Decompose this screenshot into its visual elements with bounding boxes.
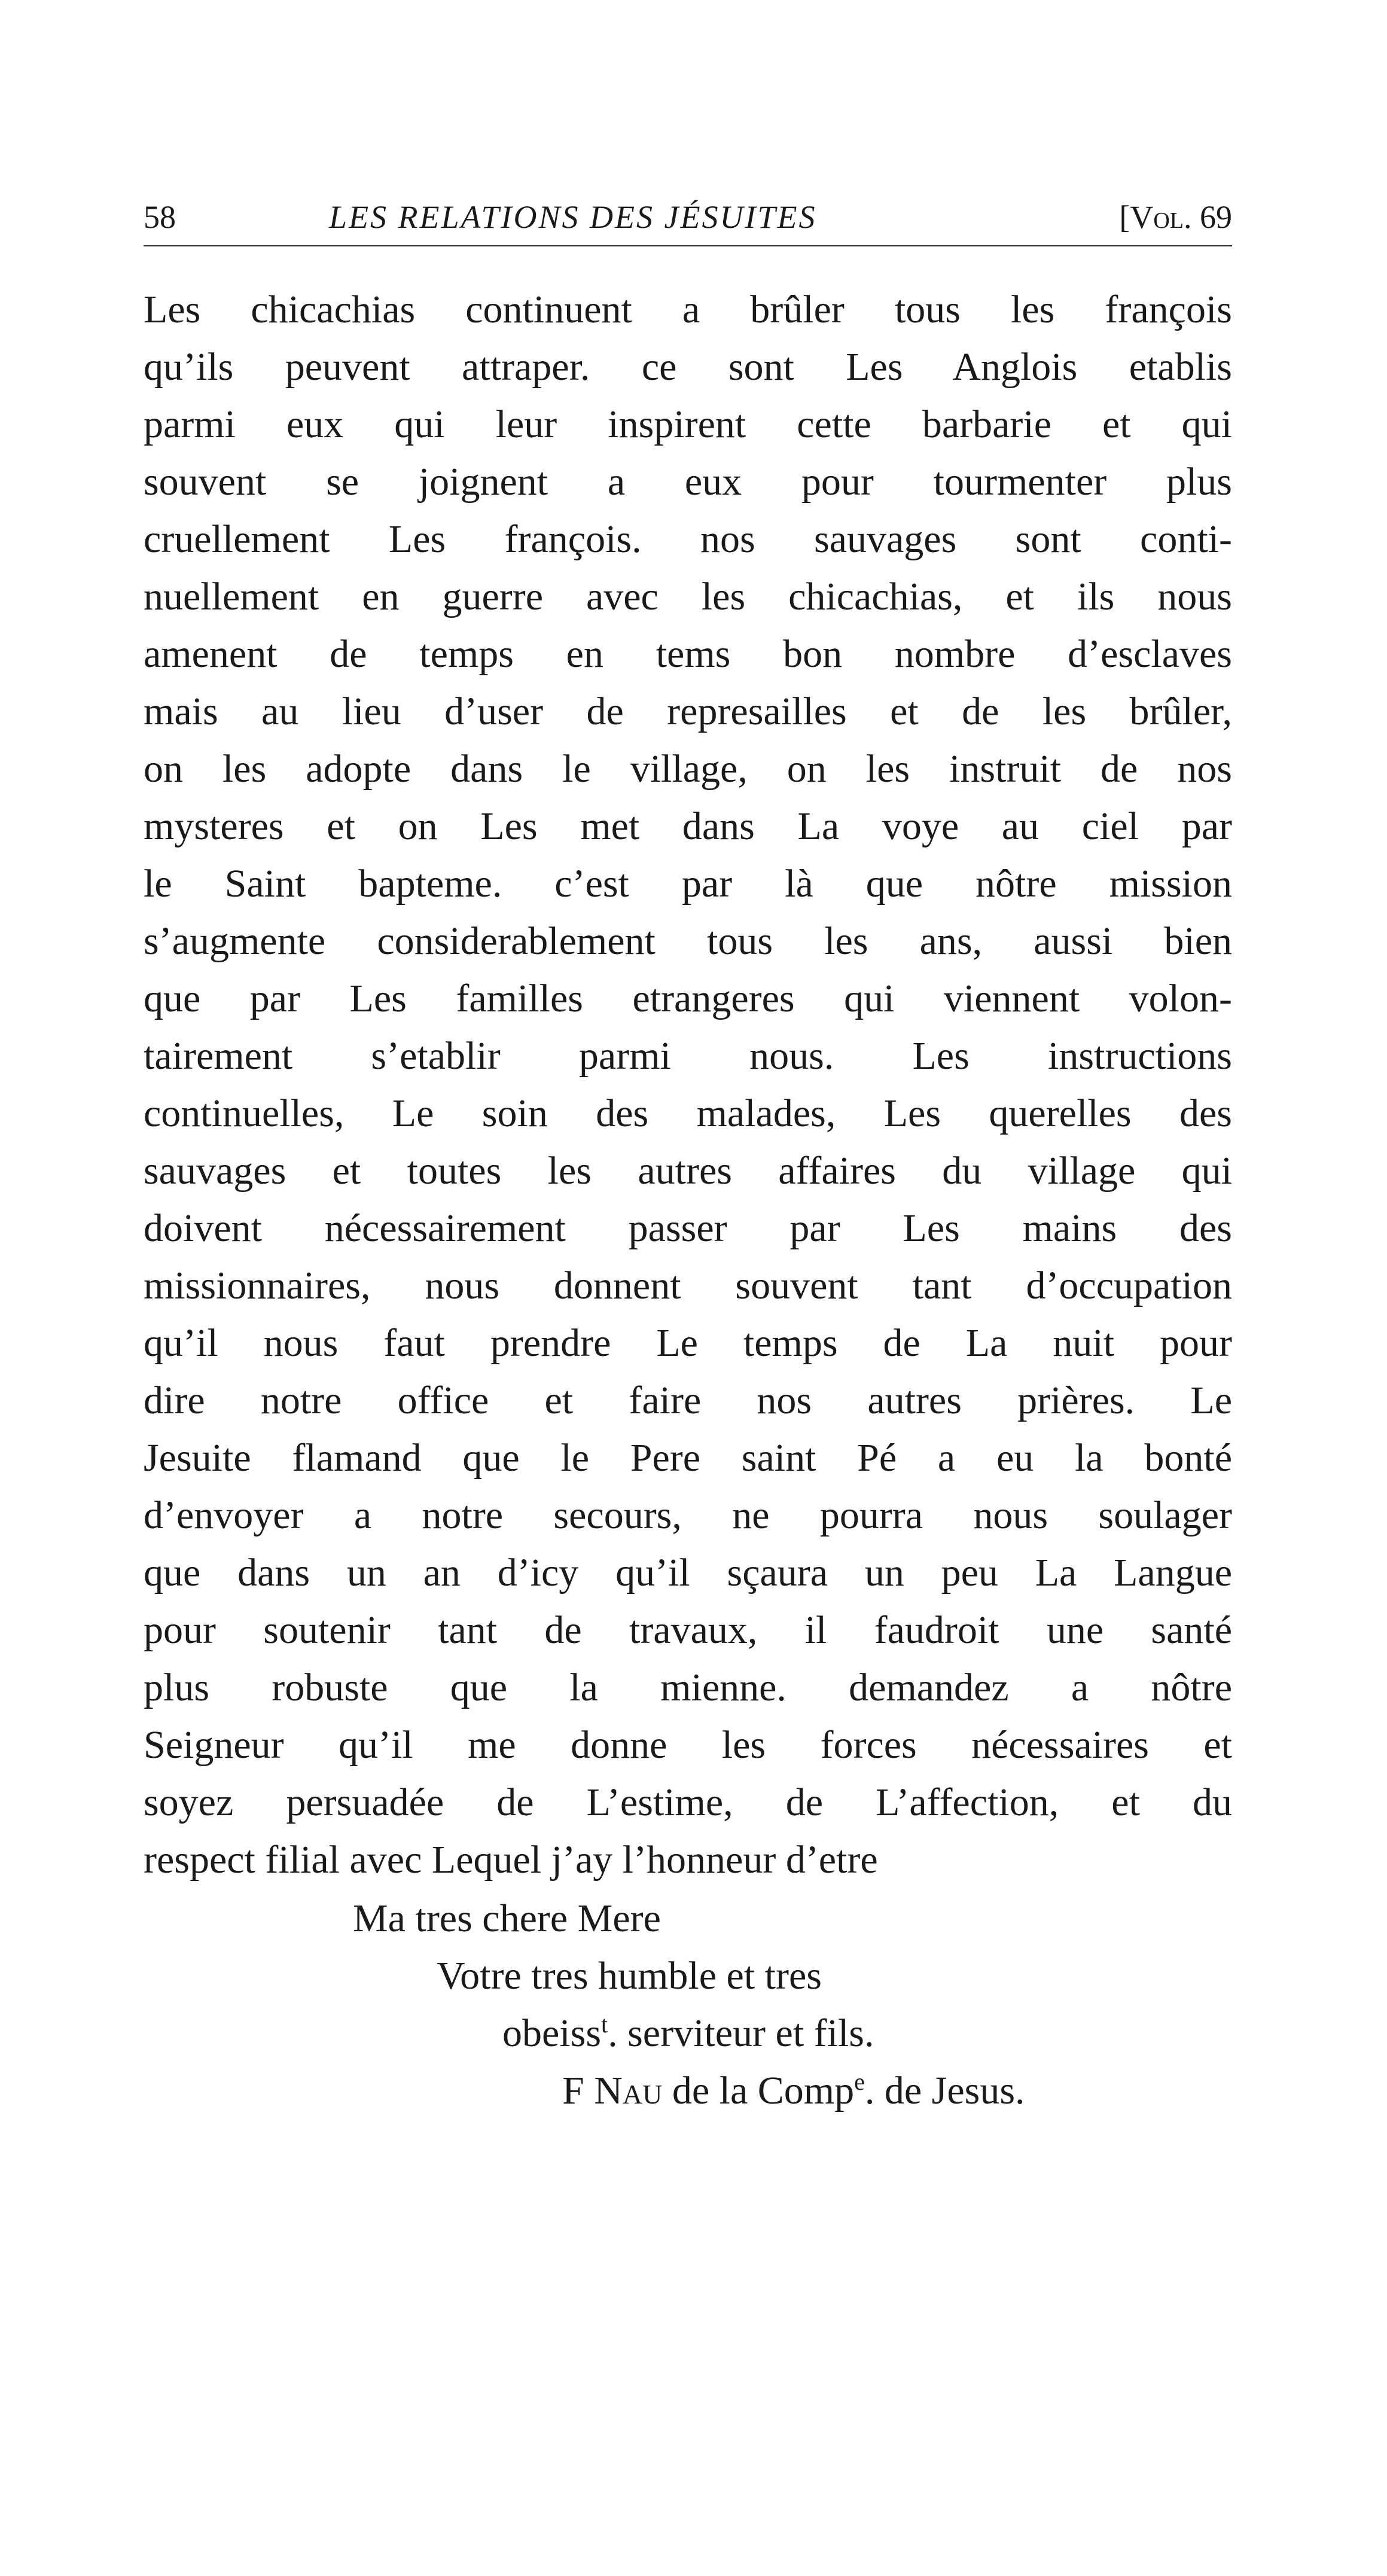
text-line: s’augmente considerablement tous les ans, aussi bien (144, 919, 1232, 963)
text-line: d’envoyer a notre secours, ne pourra nous soulager (144, 1493, 1232, 1537)
text-line: Jesuite flamand que le Pere saint Pé a eu la bonté (144, 1436, 1232, 1480)
letter-body (144, 281, 1232, 1889)
text-line: parmi eux qui leur inspirent cette barbarie et qui (144, 403, 1232, 446)
text-line: souvent se joignent a eux pour tourmenter plus (144, 460, 1232, 504)
text-line: pour soutenir tant de travaux, il faudroit une santé (144, 1608, 1232, 1652)
closing-line (502, 2005, 874, 2062)
page-header (144, 190, 1232, 244)
signature-text: . de Jesus. (864, 2069, 1025, 2112)
page-number: 58 (144, 199, 176, 235)
text-line: amenent de temps en tems bon nombre d’esclaves (144, 632, 1232, 676)
text-line: qu’il nous faut prendre Le temps de La nuit pour (144, 1321, 1232, 1365)
text-line: nuellement en guerre avec les chicachias, et ils nous (144, 575, 1232, 618)
text-line: tairement s’etablir parmi nous. Les instructions (144, 1034, 1232, 1078)
signature-text: de la Comp (662, 2069, 855, 2112)
signature-name: Nau (594, 2069, 663, 2112)
volume-label: [Vol. 69 (1119, 199, 1232, 235)
text-line: sauvages et toutes les autres affaires du village qui (144, 1149, 1232, 1193)
text-line: Seigneur qu’il me donne les forces nécessaires et (144, 1723, 1232, 1767)
text-line: dire notre office et faire nos autres prières. Le (144, 1379, 1232, 1422)
text-line: respect filial avec Lequel j’ay l’honneur d’etre (144, 1838, 878, 1882)
signature-initial: F (562, 2069, 595, 2112)
closing-text: . serviteur et fils. (608, 2011, 874, 2055)
running-title: LES RELATIONS DES JÉSUITES (329, 199, 817, 235)
closing-text: obeiss (502, 2011, 601, 2055)
text-line: soyez persuadée de L’estime, de L’affection, et du (144, 1781, 1232, 1824)
closing-salutation: Ma tres chere Mere (353, 1897, 661, 1940)
text-line: Les chicachias continuent a brûler tous les françois (144, 288, 1232, 331)
header-rule (144, 245, 1232, 246)
text-line: mais au lieu d’user de represailles et de les brûler, (144, 690, 1232, 733)
text-line: continuelles, Le soin des malades, Les querelles des (144, 1092, 1232, 1135)
text-line: que dans un an d’icy qu’il sçaura un peu La Langue (144, 1551, 1232, 1595)
signature (562, 2062, 1025, 2120)
text-line: doivent nécessairement passer par Les mains des (144, 1206, 1232, 1250)
text-line: missionnaires, nous donnent souvent tant d’occupation (144, 1264, 1232, 1307)
text-line: plus robuste que la mienne. demandez a nôtre (144, 1666, 1232, 1709)
closing-line: Votre tres humble et tres (437, 1954, 822, 1998)
text-line: le Saint bapteme. c’est par là que nôtre mission (144, 862, 1232, 906)
text-line: mysteres et on Les met dans La voye au ciel par (144, 804, 1232, 848)
superscript: e (854, 2068, 865, 2095)
text-line: on les adopte dans le village, on les instruit de nos (144, 747, 1232, 791)
superscript: t (601, 2011, 608, 2038)
text-line: qu’ils peuvent attraper. ce sont Les Anglois etablis (144, 345, 1232, 389)
text-line: que par Les familles etrangeres qui viennent volon- (144, 977, 1232, 1020)
text-line: cruellement Les françois. nos sauvages sont conti- (144, 517, 1232, 561)
